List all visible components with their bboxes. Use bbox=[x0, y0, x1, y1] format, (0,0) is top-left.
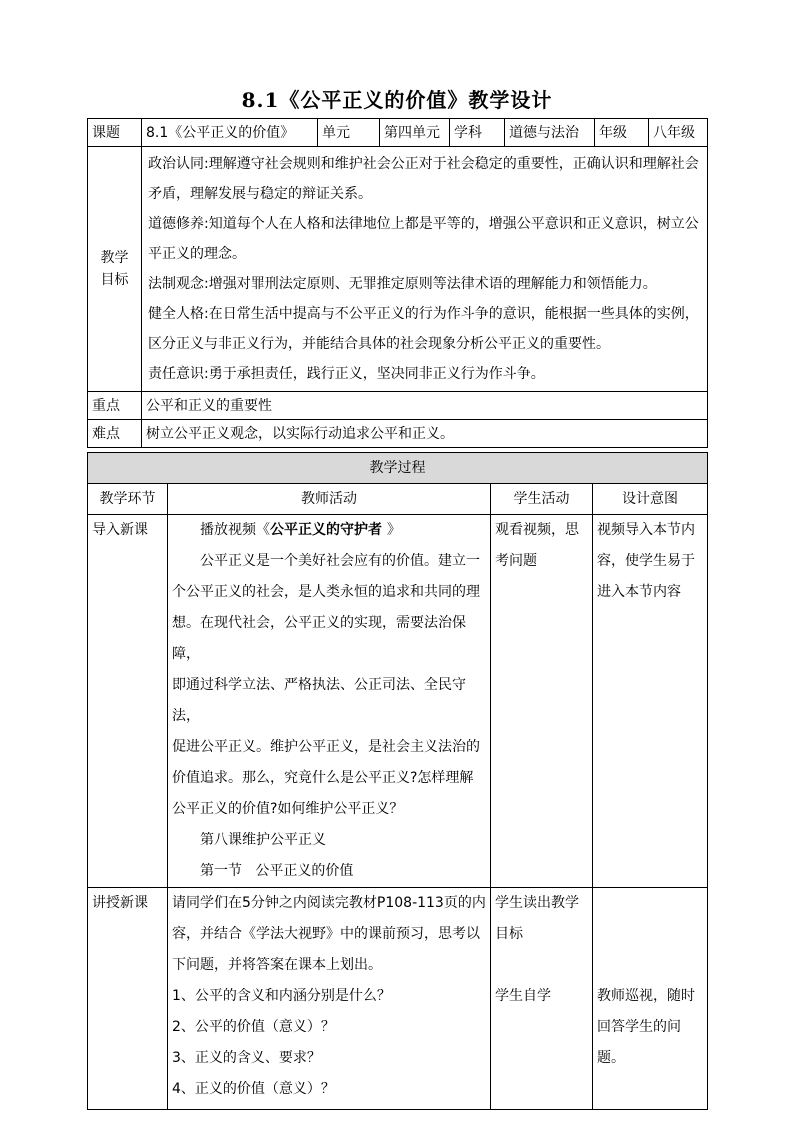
goal-line: 法制观念:增强对罪刑法定原则、无罪推定原则等法律术语的理解能力和领悟能力。 bbox=[148, 276, 657, 292]
intro-stage bbox=[88, 515, 168, 888]
student-line: 目标 bbox=[495, 926, 523, 942]
subject-label: 学科 bbox=[450, 119, 505, 147]
key-point-label: 重点 bbox=[88, 392, 142, 420]
goal-line: 责任意识:勇于承担责任，践行正义，坚决同非正义行为作斗争。 bbox=[148, 366, 545, 382]
goal-line: 政治认同:理解遵守社会规则和维护社会公正对于社会稳定的重要性，正确认识和理解社会 bbox=[148, 156, 699, 172]
intro-row bbox=[88, 515, 708, 888]
stage-label: 导入新课 bbox=[92, 522, 148, 538]
page-title: 8.1《公平正义的价值》教学设计 bbox=[241, 88, 553, 112]
intent-line: 回答学生的问 bbox=[597, 1019, 681, 1035]
goals-label-line: 教学 bbox=[100, 250, 129, 266]
intro-design-intent bbox=[593, 515, 708, 888]
intro-student-activity bbox=[491, 515, 593, 888]
teacher-line: 1、公平的含义和内涵分别是什么？ bbox=[172, 988, 391, 1004]
goal-line: 区分正义与非正义行为，并能结合具体的社会现象分析公平正义的重要性。 bbox=[148, 336, 610, 352]
goals-label-line: 目标 bbox=[100, 272, 129, 288]
goal-line: 矛盾，理解发展与稳定的辩证关系。 bbox=[148, 186, 372, 202]
spacer bbox=[495, 950, 588, 981]
goals-label bbox=[88, 147, 142, 392]
student-line: 考问题 bbox=[495, 553, 537, 569]
spacer bbox=[597, 919, 703, 950]
key-point-value: 公平和正义的重要性 bbox=[142, 392, 708, 420]
intent-line: 题。 bbox=[597, 1050, 625, 1066]
subject-value: 道德与法治 bbox=[505, 119, 595, 147]
course-label: 课题 bbox=[88, 119, 142, 147]
course-value: 8.1《公平正义的价值》 bbox=[142, 119, 318, 147]
column-header-row bbox=[88, 484, 708, 515]
intent-line: 教师巡视，随时 bbox=[597, 988, 695, 1004]
student-line: 学生自学 bbox=[495, 988, 551, 1004]
student-line: 学生读出教学 bbox=[495, 895, 579, 911]
teacher-line: 价值追求。那么，究竟什么是公平正义?怎样理解 bbox=[172, 770, 474, 786]
goals-content bbox=[142, 147, 708, 392]
teach-stage bbox=[88, 888, 168, 1110]
spacer bbox=[597, 888, 703, 919]
unit-value: 第四单元 bbox=[380, 119, 450, 147]
teacher-line: 公平正义是一个美好社会应有的价值。建立一 bbox=[200, 553, 480, 569]
teacher-line: 4、正义的价值（意义）？ bbox=[172, 1081, 335, 1097]
teacher-line: 想。在现代社会，公平正义的实现，需要法治保障， bbox=[172, 615, 466, 662]
section-line: 第一节 公平正义的价值 bbox=[200, 863, 354, 879]
teach-student-activity bbox=[491, 888, 593, 1110]
unit-label: 单元 bbox=[318, 119, 380, 147]
teacher-line: 请同学们在5分钟之内阅读完教材P108-113页的内 bbox=[172, 895, 486, 911]
stage-label: 讲授新课 bbox=[92, 895, 148, 911]
intent-line: 容，使学生易于 bbox=[597, 553, 695, 569]
teacher-line: 促进公平正义。维护公平正义，是社会主义法治的 bbox=[172, 739, 480, 755]
spacer bbox=[597, 950, 703, 981]
key-point-row bbox=[88, 392, 708, 420]
goal-line: 健全人格:在日常生活中提高与不公平正义的行为作斗争的意识，能根据一些具体的实例， bbox=[148, 306, 699, 322]
process-header: 教学过程 bbox=[88, 453, 708, 484]
teacher-line: 下问题，并将答案在课本上划出。 bbox=[172, 957, 382, 973]
teacher-line: 2、公平的价值（意义）？ bbox=[172, 1019, 335, 1035]
teach-row bbox=[88, 888, 708, 1110]
student-line: 观看视频，思 bbox=[495, 522, 579, 538]
teacher-line: 个公平正义的社会，是人类永恒的追求和共同的理 bbox=[172, 584, 480, 600]
goals-row bbox=[88, 147, 708, 392]
process-table bbox=[87, 452, 708, 1110]
video-line: 播放视频《公平正义的守护者 》 bbox=[200, 522, 401, 538]
teach-design-intent bbox=[593, 888, 708, 1110]
column-header: 设计意图 bbox=[593, 484, 708, 515]
difficult-point-label: 难点 bbox=[88, 420, 142, 448]
intent-line: 视频导入本节内 bbox=[597, 522, 695, 538]
grade-label: 年级 bbox=[595, 119, 649, 147]
info-row bbox=[88, 119, 708, 147]
column-header: 教学环节 bbox=[88, 484, 168, 515]
teach-teacher-activity bbox=[168, 888, 491, 1110]
teacher-line: 公平正义的价值?如何维护公平正义？ bbox=[172, 801, 404, 817]
difficult-point-row bbox=[88, 420, 708, 448]
lesson-line: 第八课维护公平正义 bbox=[200, 832, 326, 848]
teacher-line: 3、正义的含义、要求？ bbox=[172, 1050, 321, 1066]
grade-value: 八年级 bbox=[649, 119, 708, 147]
column-header: 学生活动 bbox=[491, 484, 593, 515]
difficult-point-value: 树立公平正义观念，以实际行动追求公平和正义。 bbox=[142, 420, 708, 448]
column-header: 教师活动 bbox=[168, 484, 491, 515]
process-header-row bbox=[88, 453, 708, 484]
goal-line: 道德修养:知道每个人在人格和法律地位上都是平等的，增强公平意识和正义意识，树立公 bbox=[148, 216, 699, 232]
intent-line: 进入本节内容 bbox=[597, 584, 681, 600]
teacher-line: 容，并结合《学法大视野》中的课前预习，思考以 bbox=[172, 926, 480, 942]
info-table bbox=[87, 118, 708, 448]
intro-teacher-activity bbox=[168, 515, 491, 888]
teacher-line: 即通过科学立法、严格执法、公正司法、全民守法， bbox=[172, 677, 466, 724]
goal-line: 平正义的理念。 bbox=[148, 246, 246, 262]
